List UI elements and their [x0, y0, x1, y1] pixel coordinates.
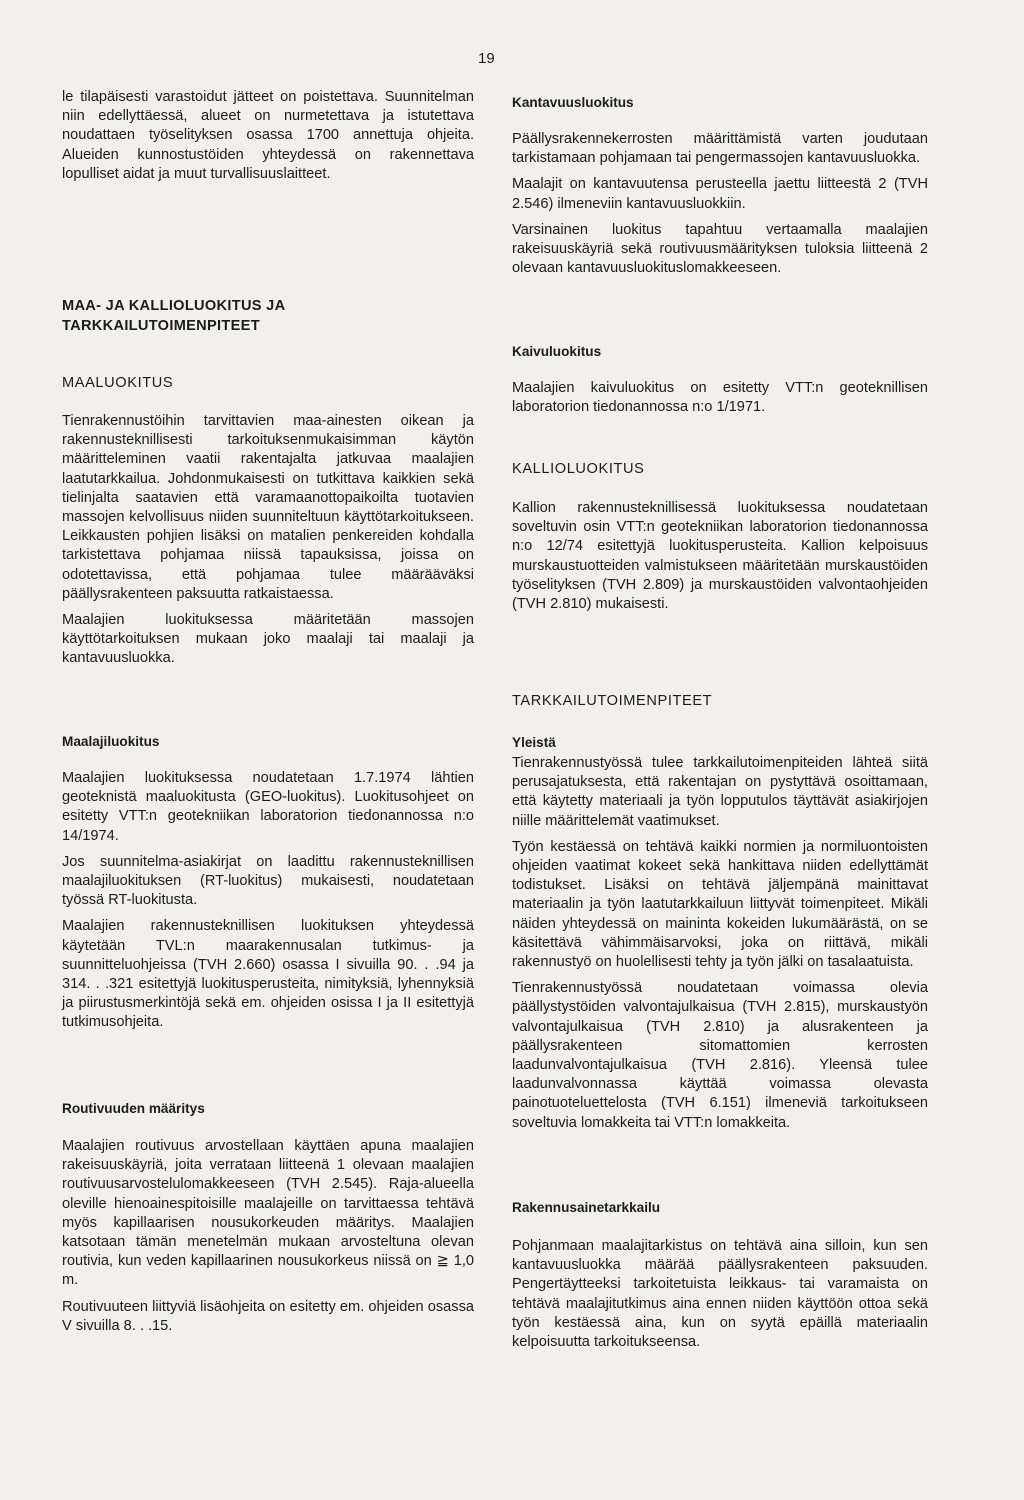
- rakennusaine-paragraph: Pohjanmaan maalajitarkistus on tehtävä aina silloin, kun sen kantavuusluokka määrää päällysrakenteen paksuuden. Pengertäytteeksi tarkoitetuista leikkaus- tai varamaista on tehtävä maalajitutkimus aina ennen niiden käyttöön ottoa sekä työn kestäessä aina, kun on syytä epäillä materiaalin kelpoisuutta tarkoitukseensa.: [512, 1238, 928, 1351]
- kantavuus-paragraph-1: Päällysrakennekerrosten määrittämistä varten joudutaan tarkistamaan pohjamaan tai pengermassojen kantavuusluokka.: [512, 131, 928, 167]
- maalajiluokitus-heading: Maalajiluokitus: [62, 734, 160, 749]
- kallio-paragraph: Kallion rakennusteknillisessä luokituksessa noudatetaan soveltuvin osin VTT:n geotekniikan laboratorion tiedonannossa n:o 12/74 esitettyjä luokitusperusteita. Kallion kelpoisuus murskaustuotteiden valmistukseen määritetään murskaustöiden työselityksen (TVH 2.809) ja murskaustöiden valvontaohjeiden (TVH 2.810) mukaisesti.: [512, 500, 928, 613]
- kallio-heading: KALLIOLUOKITUS: [512, 461, 645, 477]
- intro-paragraph: le tilapäisesti varastoidut jätteet on poistettava. Suunnitelman niin edellyttäessä, alueet on nurmetettava ja istutettava noudattaen työselityksen osassa 1700 annettuja ohjeita. Alueiden kunnostustöiden yhteydessä on rakennettava lopulliset aidat ja muut turvallisuuslaitteet.: [62, 89, 474, 182]
- maaluokitus-paragraph-1: Tienrakennustöihin tarvittavien maa-ainesten oikean ja rakennusteknillisesti tarkoituksenmukaisimman käytön määritteleminen vaatii rakentajalta jatkuvaa maalajien laatutarkkailua. Johdonmukaisesti on tutkittava kaikkien sekä tielinjalta saatavien että varamaanottopaikoilta tuotavien massojen kelvollisuus niiden suunniteltuun käyttötarkoitukseen. Leikkausten pohjien lisäksi on matalien penkereiden kohdalla tarkistettava pohjamaa niissä tapauksissa, joissa on odotettavissa, että pohjamaa tulee määrääväksi päällysrakenteen paksuutta ratkaistaessa.: [62, 413, 474, 602]
- yleista-paragraph-1: Tienrakennustyössä tulee tarkkailutoimenpiteiden lähteä siitä perusajatuksesta, että rakentajan on pystyttävä osoittamaan, että käytetty materiaali ja työn lopputulos täyttävät asiakirjojen niille määrittelemät vaatimukset.: [512, 755, 928, 829]
- main-heading-line1: MAA- JA KALLIOLUOKITUS JA: [62, 298, 286, 314]
- routivuus-paragraph-1: Maalajien routivuus arvostellaan käyttäen apuna maalajien rakeisuuskäyriä, joita verrataan liitteenä 1 olevaan maalajien routivuusarvostelulomakkeeseen (TVH 2.545). Raja-alueella oleville hienoainespitoisille maalajeille on tarvittaessa tehtävä myös kapillaarisen nousukorkeuden määritys. Maalajien katsotaan tämän menetelmän mukaan arvosteltuna olevan routivia, kun veden kapillaarinen nousukorkeus niissä on ≧ 1,0 m.: [62, 1138, 474, 1289]
- routivuus-heading: Routivuuden määritys: [62, 1101, 205, 1116]
- kantavuus-heading: Kantavuusluokitus: [512, 95, 634, 110]
- maaluokitus-paragraph-2: Maalajien luokituksessa määritetään massojen käyttötarkoituksen mukaan joko maalaji tai maalaji ja kantavuusluokka.: [62, 612, 474, 667]
- maalajiluokitus-paragraph-2: Jos suunnitelma-asiakirjat on laadittu rakennusteknillisen maalajiluokituksen (RT-luokitus) mukaisesti, noudatetaan työssä RT-luokitusta.: [62, 853, 474, 909]
- kaivu-paragraph: Maalajien kaivuluokitus on esitetty VTT:n geoteknillisen laboratorion tiedonannossa n:o 1/1971.: [512, 380, 928, 416]
- maaluokitus-heading: MAALUOKITUS: [62, 375, 174, 391]
- kantavuus-paragraph-2: Maalajit on kantavuutensa perusteella jaettu liitteestä 2 (TVH 2.546) ilmeneviin kantavuusluokkiin.: [512, 176, 928, 212]
- kaivu-heading: Kaivuluokitus: [512, 344, 602, 359]
- maalajiluokitus-paragraph-3: Maalajien rakennusteknillisen luokituksen yhteydessä käytetään TVL:n maarakennusalan tutkimus- ja suunnitteluohjeissa (TVH 2.660) osassa I sivuilla 90. . .94 ja 314. . .321 esitettyjä luokitusperusteita, nimityksiä, lyhennyksiä ja piirustusmerkintöjä sekä em. ohjeiden osissa I ja II esitettyjä tutkimusohjeita.: [62, 918, 474, 1031]
- kantavuus-paragraph-3: Varsinainen luokitus tapahtuu vertaamalla maalajien rakeisuuskäyriä sekä routivuusmäärityksen tuloksia liitteenä 2 olevaan kantavuusluokituslomakkeeseen.: [512, 221, 928, 277]
- rakennusaine-heading: Rakennusainetarkkailu: [512, 1200, 661, 1215]
- tarkkailu-heading: TARKKAILUTOIMENPITEET: [512, 693, 713, 709]
- yleista-paragraph-2: Työn kestäessä on tehtävä kaikki normien ja normiluontoisten ohjeiden vaatimat kokeet sekä hankittava niiden edellyttämät todistukset. Lisäksi on tehtävä jäljempänä mainittavat materiaalin ja työn laatutarkkailuun liittyvät toimenpiteet. Mikäli näiden yhteydessä on maininta kokeiden lukumäärästä, on se käsitettävä vähimmäisarvoksi, joka on riittävä, mikäli rakennustyö on huolellisesti tehty ja työn jälki on tasalaatuista.: [512, 838, 928, 971]
- routivuus-paragraph-2: Routivuuteen liittyviä lisäohjeita on esitetty em. ohjeiden osassa V sivuilla 8. . .15.: [62, 1298, 474, 1334]
- page-number: 19: [478, 50, 495, 67]
- yleista-paragraph-3: Tienrakennustyössä noudatetaan voimassa olevia päällystystöiden valvontajulkaisua (TVH 2.815), murskaustyön valvontajulkaisua (TVH 2.810) ja alusrakenteen ja päällysrakenteen sitomattomien kerrosten laadunvalvontajulkaisua (TVH 2.816). Yleensä tulee laadunvalvonnassa käyttää voimassa olevasta painotuoteluettelosta (TVH 6.151) ilmeneviä tarkoitukseen soveltuvia lomakkeita tai VTT:n lomakkeita.: [512, 980, 928, 1131]
- main-heading: [62, 296, 474, 336]
- main-heading-line2: TARKKAILUTOIMENPITEET: [62, 318, 260, 334]
- yleista-heading: Yleistä: [512, 735, 556, 750]
- maalajiluokitus-paragraph-1: Maalajien luokituksessa noudatetaan 1.7.1974 lähtien geoteknistä maaluokitusta (GEO-luokitus). Luokitusohjeet on esitetty VTT:n geotekniikan laboratorion tiedonannossa n:o 14/1974.: [62, 770, 474, 844]
